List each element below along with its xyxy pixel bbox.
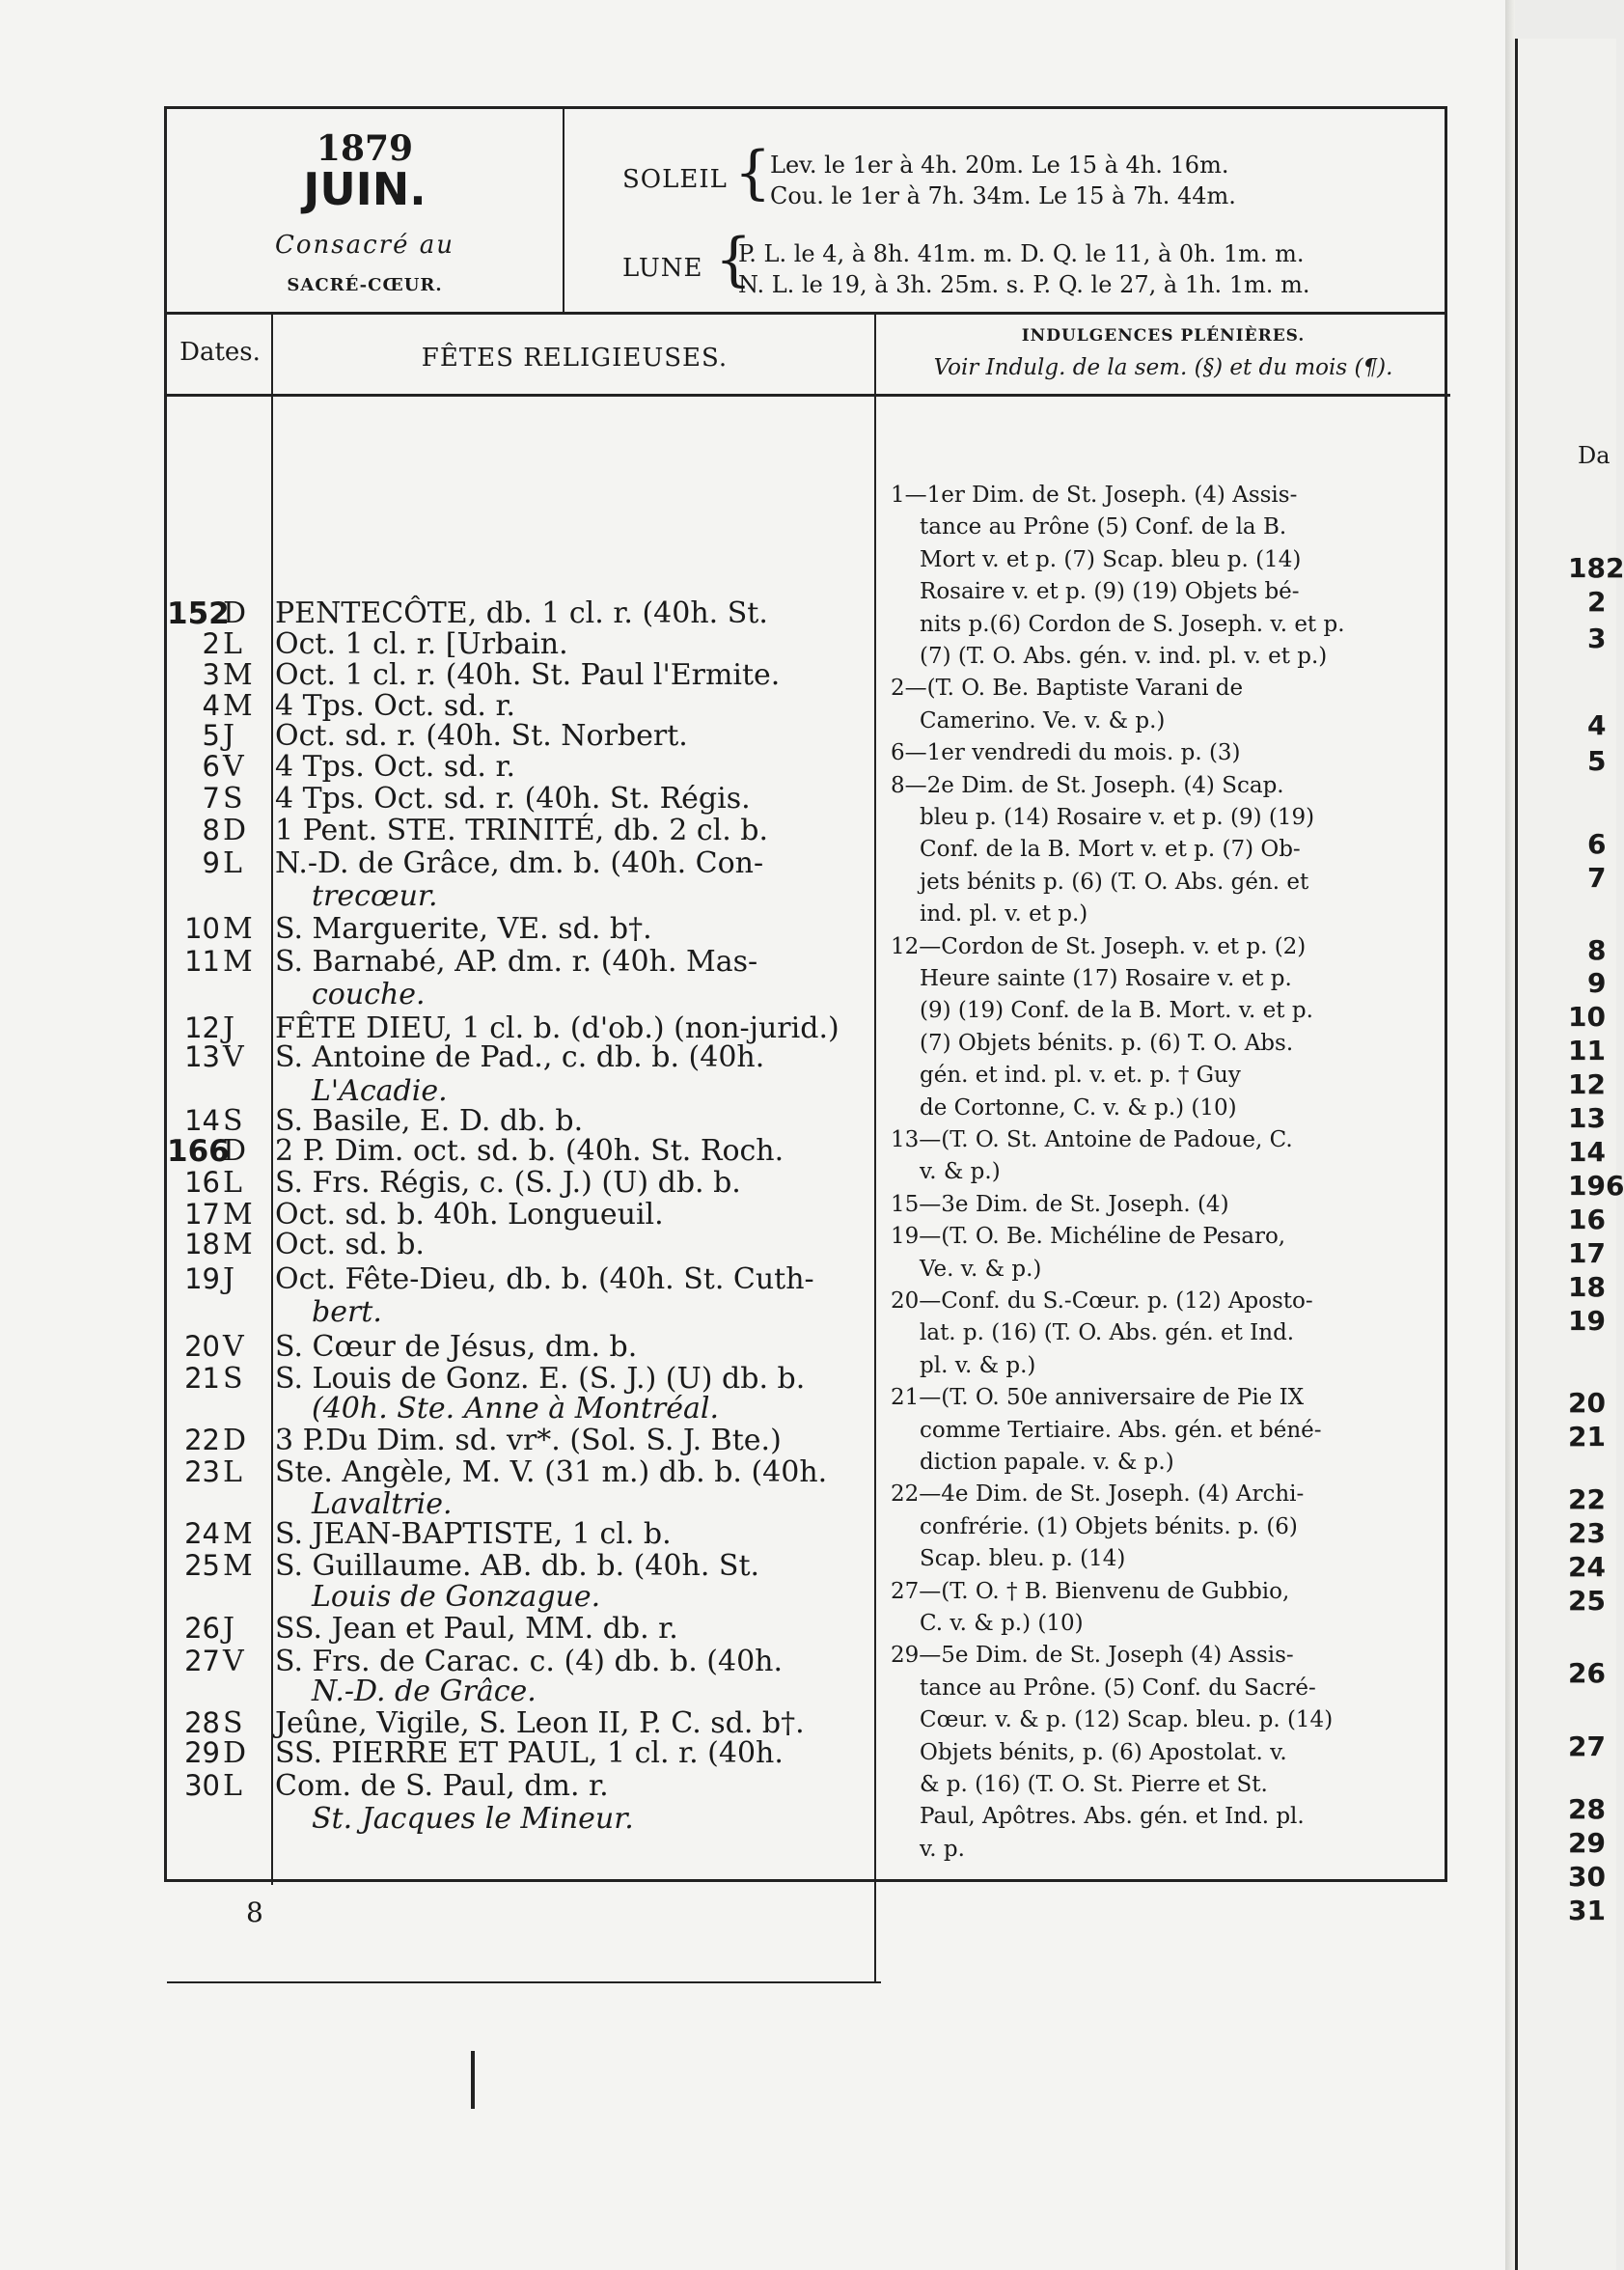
- feast-text: 4 Tps. Oct. sd. r.: [275, 750, 516, 784]
- indulgence-line: Ve. v. & p.): [920, 1256, 1042, 1282]
- weekday-letter: V: [223, 1645, 244, 1678]
- indulgence-line: C. v. & p.) (10): [920, 1611, 1084, 1636]
- day-number: 22: [184, 1424, 220, 1456]
- adjacent-day-number: 7: [1587, 862, 1607, 894]
- adjacent-day-number: 8: [1587, 934, 1607, 966]
- feast-text: Ste. Angèle, M. V. (31 m.) db. b. (40h.: [275, 1455, 828, 1489]
- lune-brace: {: [715, 226, 753, 293]
- adjacent-day-number: 17: [1568, 1237, 1606, 1269]
- adjacent-day-number: 9: [1587, 967, 1607, 999]
- day-row: [167, 846, 881, 885]
- feast-text: 3 P.Du Dim. sd. vr*. (Sol. S. J. Bte.): [275, 1424, 782, 1457]
- day-number: 16: [184, 1166, 220, 1199]
- feast-continuation: (40h. Ste. Anne à Montréal.: [312, 1392, 719, 1426]
- adjacent-day-number: 29: [1568, 1827, 1606, 1859]
- indulgence-line: 20—Conf. du S.-Cœur. p. (12) Aposto-: [891, 1288, 1313, 1314]
- indulgence-line: Heure sainte (17) Rosaire v. et p.: [920, 966, 1292, 991]
- indulgence-line: 13—(T. O. St. Antoine de Padoue, C.: [891, 1127, 1293, 1152]
- indulgence-line: Scap. bleu. p. (14): [920, 1546, 1126, 1572]
- day-number: 19: [184, 1262, 220, 1295]
- weekday-letter: S: [223, 782, 243, 816]
- calendar-frame: [164, 106, 1447, 1882]
- adjacent-day-number: 28: [1568, 1793, 1606, 1825]
- indulgence-line: comme Tertiaire. Abs. gén. et béné-: [920, 1417, 1322, 1443]
- feast-text: S. Marguerite, VE. sd. b†.: [275, 912, 652, 946]
- indulgence-line: 2—(T. O. Be. Baptiste Varani de: [891, 676, 1244, 702]
- day-number: 2: [202, 627, 220, 660]
- feast-text: S. Cœur de Jésus, dm. b.: [275, 1330, 638, 1364]
- day-number: 20: [184, 1330, 220, 1363]
- weekday-letter: L: [223, 846, 242, 880]
- dates-column-header: [167, 315, 273, 397]
- indulgence-line: 1—1er Dim. de St. Joseph. (4) Assis-: [891, 483, 1298, 508]
- weekday-letter: M: [223, 1198, 253, 1232]
- feast-text: S. Louis de Gonz. E. (S. J.) (U) db. b.: [275, 1362, 806, 1396]
- indulgence-line: pl. v. & p.): [920, 1352, 1036, 1378]
- feast-text: 4 Tps. Oct. sd. r. (40h. St. Régis.: [275, 782, 751, 816]
- day-number: 23: [184, 1455, 220, 1488]
- day-number: 26: [184, 1612, 220, 1645]
- adjacent-day-number: 23: [1568, 1517, 1606, 1549]
- feast-text: 1 Pent. STE. TRINITÉ, db. 2 cl. b.: [275, 814, 769, 847]
- weekday-letter: M: [223, 912, 253, 946]
- adjacent-day-number: 13: [1568, 1102, 1606, 1134]
- adjacent-day-number: 16: [1568, 1204, 1606, 1235]
- adjacent-day-number: 4: [1587, 709, 1607, 741]
- indulgence-line: de Cortonne, C. v. & p.) (10): [920, 1094, 1237, 1121]
- indulgence-line: lat. p. (16) (T. O. Abs. gén. et Ind.: [920, 1320, 1295, 1346]
- indulgence-line: Paul, Apôtres. Abs. gén. et Ind. pl.: [920, 1804, 1305, 1830]
- feast-continuation: N.-D. de Grâce.: [312, 1675, 537, 1708]
- indulgences-subheader: Voir Indulg. de la sem. (§) et du mois (¶).: [933, 355, 1393, 380]
- day-number: 11: [184, 945, 220, 978]
- consecration-text: Consacré au: [274, 231, 455, 260]
- adjacent-day-number: 20: [1568, 1387, 1606, 1419]
- indulgence-line: 6—1er vendredi du mois. p. (3): [891, 740, 1241, 766]
- indulgence-line: 15—3e Dim. de St. Joseph. (4): [891, 1191, 1229, 1217]
- adjacent-day-number: 21: [1568, 1421, 1606, 1453]
- weekday-letter: J: [223, 1262, 235, 1296]
- adjacent-page-header: Da: [1578, 442, 1610, 469]
- feast-text: Oct. Fête-Dieu, db. b. (40h. St. Cuth-: [275, 1262, 814, 1296]
- day-number: 8: [202, 814, 220, 846]
- adjacent-day-number: 11: [1568, 1035, 1606, 1066]
- dedication-text: SACRÉ-CŒUR.: [287, 275, 443, 295]
- weekday-letter: L: [223, 1166, 242, 1200]
- year: 1879: [316, 128, 414, 169]
- day-number: 12: [184, 1011, 220, 1044]
- day-number: 10: [184, 912, 220, 945]
- adjacent-day-number: 2: [1587, 586, 1607, 618]
- adjacent-day-number: 18: [1568, 1271, 1606, 1303]
- indulgence-line: 8—2e Dim. de St. Joseph. (4) Scap.: [891, 772, 1284, 798]
- page-number: 8: [246, 1896, 263, 1928]
- weekday-letter: J: [223, 1612, 235, 1646]
- indulgence-line: Rosaire v. et p. (9) (19) Objets bé-: [920, 579, 1300, 605]
- adjacent-day-number: 22: [1568, 1483, 1606, 1515]
- feast-text: PENTECÔTE, db. 1 cl. r. (40h. St.: [275, 596, 768, 630]
- indulgence-line: tance au Prône (5) Conf. de la B.: [920, 514, 1287, 540]
- day-number: 18: [184, 1228, 220, 1260]
- indulgence-line: Cœur. v. & p. (12) Scap. bleu. p. (14): [920, 1707, 1334, 1733]
- feast-text: S. Frs. Régis, c. (S. J.) (U) db. b.: [275, 1166, 741, 1200]
- indulgence-line: tance au Prône. (5) Conf. du Sacré-: [920, 1675, 1316, 1701]
- day-number: 29: [184, 1736, 220, 1769]
- indulgence-line: Mort v. et p. (7) Scap. bleu p. (14): [920, 546, 1302, 572]
- adjacent-day-number: 27: [1568, 1730, 1606, 1762]
- day-number: 28: [184, 1706, 220, 1739]
- day-number: 17: [184, 1198, 220, 1231]
- month-name: JUIN.: [303, 163, 427, 215]
- weekday-letter: J: [223, 719, 235, 753]
- weekday-letter: S: [223, 1104, 243, 1138]
- feast-text: Jeûne, Vigile, S. Leon II, P. C. sd. b†.: [275, 1706, 805, 1740]
- feast-continuation: L'Acadie.: [312, 1074, 448, 1108]
- soleil-line-1: Lev. le 1er à 4h. 20m. Le 15 à 4h. 16m.: [770, 152, 1229, 179]
- feast-text: FÊTE DIEU, 1 cl. b. (d'ob.) (non-jurid.): [275, 1011, 840, 1045]
- fetes-column-header: [273, 315, 876, 397]
- indulgence-line: confrérie. (1) Objets bénits. p. (6): [920, 1513, 1298, 1539]
- bottom-rule: [167, 1981, 881, 1983]
- feast-text: Oct. 1 cl. r. [Urbain.: [275, 627, 568, 661]
- indulgence-line: (7) Objets bénits. p. (6) T. O. Abs.: [920, 1030, 1294, 1056]
- weekday-letter: D: [223, 596, 247, 630]
- day-number: 9: [202, 846, 220, 879]
- indulgence-line: 21—(T. O. 50e anniversaire de Pie IX: [891, 1385, 1305, 1411]
- feast-text: 4 Tps. Oct. sd. r.: [275, 689, 516, 723]
- feast-continuation: St. Jacques le Mineur.: [312, 1802, 634, 1836]
- feast-text: Oct. 1 cl. r. (40h. St. Paul l'Ermite.: [275, 658, 781, 692]
- indulgence-line: v. & p.): [920, 1159, 1001, 1185]
- day-row: [167, 1262, 881, 1301]
- indulgence-line: & p. (16) (T. O. St. Pierre et St.: [920, 1772, 1268, 1797]
- day-row: [167, 945, 881, 983]
- indulgence-line: Conf. de la B. Mort v. et p. (7) Ob-: [920, 837, 1301, 863]
- weekday-letter: M: [223, 945, 253, 979]
- lune-line-2: N. L. le 19, à 3h. 25m. s. P. Q. le 27, à 1h. 1m. m.: [738, 271, 1310, 298]
- weekday-letter: M: [223, 689, 253, 723]
- soleil-line-2: Cou. le 1er à 7h. 34m. Le 15 à 7h. 44m.: [770, 182, 1236, 209]
- day-number: 166: [167, 1134, 230, 1169]
- adjacent-day-number: 10: [1568, 1001, 1606, 1033]
- weekday-letter: S: [223, 1706, 243, 1740]
- day-number: 13: [184, 1040, 220, 1073]
- book-spine: [1505, 0, 1515, 2270]
- weekday-letter: L: [223, 627, 242, 661]
- day-number: 25: [184, 1549, 220, 1582]
- weekday-letter: M: [223, 1517, 253, 1551]
- adjacent-day-number: 30: [1568, 1861, 1606, 1893]
- day-number: 24: [184, 1517, 220, 1550]
- weekday-letter: L: [223, 1455, 242, 1489]
- indulgence-line: Objets bénits, p. (6) Apostolat. v.: [920, 1739, 1287, 1765]
- adjacent-day-number: 26: [1568, 1657, 1606, 1689]
- adjacent-day-number: 196: [1568, 1170, 1624, 1202]
- indulgence-line: Camerino. Ve. v. & p.): [920, 707, 1166, 734]
- feast-text: S. Frs. de Carac. c. (4) db. b. (40h.: [275, 1645, 784, 1678]
- indulgence-line: 22—4e Dim. de St. Joseph. (4) Archi-: [891, 1481, 1305, 1508]
- day-number: 30: [184, 1769, 220, 1802]
- lune-label: LUNE: [622, 254, 703, 283]
- feast-continuation: couche.: [312, 978, 426, 1011]
- indulgence-line: (7) (T. O. Abs. gén. v. ind. pl. v. et p.): [920, 644, 1328, 669]
- day-number: 27: [184, 1645, 220, 1677]
- day-row: [167, 1455, 881, 1494]
- feast-text: N.-D. de Grâce, dm. b. (40h. Con-: [275, 846, 764, 880]
- weekday-letter: D: [223, 1134, 247, 1168]
- day-number: 6: [202, 750, 220, 783]
- feast-text: Oct. sd. r. (40h. St. Norbert.: [275, 719, 688, 753]
- feast-text: S. JEAN-BAPTISTE, 1 cl. b.: [275, 1517, 672, 1551]
- indulgence-line: 19—(T. O. Be. Michéline de Pesaro,: [891, 1224, 1286, 1250]
- feast-text: S. Antoine de Pad., c. db. b. (40h.: [275, 1040, 765, 1074]
- feast-continuation: bert.: [312, 1295, 382, 1329]
- dates-header-label: Dates.: [179, 338, 261, 367]
- feast-text: Oct. sd. b.: [275, 1228, 425, 1261]
- weekday-letter: D: [223, 814, 247, 847]
- indulgence-line: (9) (19) Conf. de la B. Mort. v. et p.: [920, 998, 1313, 1024]
- adjacent-day-number: 14: [1568, 1136, 1606, 1168]
- feast-text: S. Barnabé, AP. dm. r. (40h. Mas-: [275, 945, 758, 979]
- day-number: 152: [167, 596, 230, 631]
- day-number: 3: [202, 658, 220, 691]
- weekday-letter: M: [223, 1228, 253, 1261]
- indulgence-line: v. p.: [920, 1836, 965, 1862]
- feast-continuation: Lavaltrie.: [312, 1487, 453, 1521]
- indulgence-line: jets bénits p. (6) (T. O. Abs. gén. et: [920, 869, 1309, 895]
- weekday-letter: V: [223, 750, 244, 784]
- weekday-letter: S: [223, 1362, 243, 1396]
- indulgences-column-header: [876, 315, 1450, 397]
- weekday-letter: D: [223, 1736, 247, 1770]
- indulgence-line: 12—Cordon de St. Joseph. v. et p. (2): [891, 933, 1307, 959]
- indulgence-line: 27—(T. O. † B. Bienvenu de Gubbio,: [891, 1578, 1290, 1604]
- adjacent-day-number: 12: [1568, 1068, 1606, 1100]
- feast-text: SS. Jean et Paul, MM. db. r.: [275, 1612, 678, 1646]
- indulgence-line: bleu p. (14) Rosaire v. et p. (9) (19): [920, 805, 1315, 830]
- day-number: 7: [202, 782, 220, 815]
- month-header: [167, 109, 1445, 315]
- feast-text: SS. PIERRE ET PAUL, 1 cl. r. (40h.: [275, 1736, 784, 1770]
- indulgences-header-label: INDULGENCES PLÉNIÈRES.: [1021, 326, 1306, 346]
- feast-text: Oct. sd. b. 40h. Longueuil.: [275, 1198, 664, 1232]
- day-number: 21: [184, 1362, 220, 1395]
- feast-text: S. Guillaume. AB. db. b. (40h. St.: [275, 1549, 760, 1583]
- indulgence-line: 29—5e Dim. de St. Joseph (4) Assis-: [891, 1643, 1294, 1669]
- header-separator: [563, 109, 564, 312]
- adjacent-day-number: 3: [1587, 623, 1607, 654]
- adjacent-day-number: 24: [1568, 1551, 1606, 1583]
- feast-continuation: trecœur.: [312, 879, 438, 913]
- adjacent-day-number: 182: [1568, 552, 1624, 584]
- feast-text: S. Basile, E. D. db. b.: [275, 1104, 584, 1138]
- weekday-letter: M: [223, 658, 253, 692]
- soleil-label: SOLEIL: [622, 165, 728, 194]
- feast-text: 2 P. Dim. oct. sd. b. (40h. St. Roch.: [275, 1134, 784, 1168]
- weekday-letter: V: [223, 1330, 244, 1364]
- month-title-block: [167, 109, 563, 312]
- indulgence-line: ind. pl. v. et p.): [920, 901, 1088, 927]
- indulgence-line: gén. et ind. pl. v. et. p. † Guy: [920, 1063, 1241, 1089]
- day-number: 5: [202, 719, 220, 752]
- indulgence-line: diction papale. v. & p.): [920, 1450, 1174, 1475]
- day-row: [167, 1228, 881, 1266]
- adjacent-day-number: 5: [1587, 745, 1607, 777]
- weekday-letter: V: [223, 1040, 244, 1074]
- margin-mark: [471, 2051, 475, 2109]
- weekday-letter: L: [223, 1769, 242, 1803]
- weekday-letter: D: [223, 1424, 247, 1457]
- fetes-header-label: FÊTES RELIGIEUSES.: [421, 344, 729, 373]
- feast-continuation: Louis de Gonzague.: [312, 1580, 601, 1614]
- adjacent-day-number: 6: [1587, 828, 1607, 860]
- feast-text: Com. de S. Paul, dm. r.: [275, 1769, 609, 1803]
- day-number: 14: [184, 1104, 220, 1137]
- indulgence-line: nits p.(6) Cordon de S. Joseph. v. et p.: [920, 611, 1345, 637]
- lune-line-1: P. L. le 4, à 8h. 41m. m. D. Q. le 11, à 0h. 1m. m.: [738, 240, 1305, 267]
- weekday-letter: M: [223, 1549, 253, 1583]
- soleil-brace: {: [734, 139, 772, 207]
- day-row: [167, 1040, 881, 1079]
- adjacent-day-number: 31: [1568, 1895, 1606, 1926]
- adjacent-day-number: 25: [1568, 1585, 1606, 1617]
- adjacent-day-number: 19: [1568, 1305, 1606, 1337]
- weekday-letter: J: [223, 1011, 235, 1045]
- day-number: 4: [202, 689, 220, 722]
